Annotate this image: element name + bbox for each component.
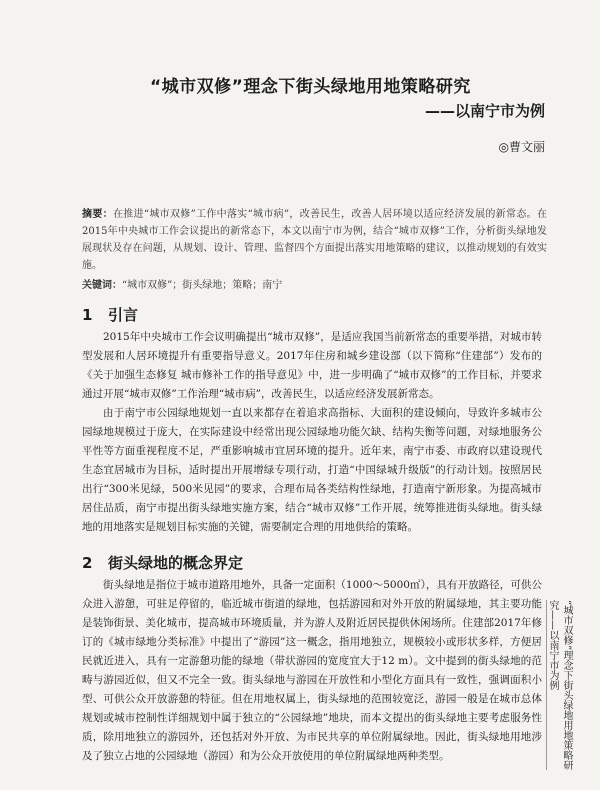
article-subtitle: ——以南宁市为例	[424, 102, 545, 120]
article-author: ◎曹文丽	[498, 140, 545, 154]
abstract-text: 在推进“城市双修”工作中落实“城市病”，改善民生，改善人居环境以适应经济发展的新常态。在2015年中央城市工作会议提出的新常态下，本文以南宁市为例，结合“城市双修”工作，分析街头绿地发展现状及存在问题，从规划、设计、管理、监督四个方面提出落实用地策略的建议，以推动规划的有效实施。	[82, 209, 547, 271]
section-1-heading	[82, 304, 138, 325]
section-2-title: 街头绿地的概念界定	[108, 554, 244, 572]
section-2-heading	[82, 552, 243, 573]
keywords-text: “城市双修”；街头绿地；策略；南宁	[122, 280, 283, 291]
keywords-block	[82, 276, 547, 291]
keywords-label: 关键词：	[82, 280, 122, 291]
running-title-sidebar: “城市双修”理念下街头绿地用地策略研究——以南宁市为例	[547, 600, 572, 771]
section-1-number: 1	[82, 306, 93, 324]
section-1-paragraph-1: 2015年中央城市工作会议明确提出“城市双修”，是适应我国当前新常态的重要举措，对城市转型发展和人居环境提升有重要指导意义。2017年住房和城乡建设部（以下简称“住建部”）发布的《关于加强生态修复 城市修补工作的指导意见》中，进一步明确了“城市双修”的工作目标，并要求通过开展“城市双修”工作治理“城市病”，改善民生，以适应经济发展新常态。	[82, 331, 542, 400]
section-2-number: 2	[82, 554, 93, 572]
section-2-paragraph-1: 街头绿地是指位于城市道路用地外，具备一定面积（1000～5000㎡），具有开放路径，可供公众进入游憩，可驻足停留的，临近城市街道的绿地，包括游园和对外开放的附属绿地，其主要功能是装饰街景、美化城市，提高城市环境质量，并为游人及附近居民提供休闲场所。住建部2017年修订的《城市绿地分类标准》中提出了“游园”这一概念，指用地独立，规模较小或形状多样，方便居民就近进入，具有一定游憩功能的绿地（带状游园的宽度宜大于12 m）。文中提到的街头绿地的范畴与游园近似，但又不完全一致。街头绿地与游园在开放性和小型化方面具有一致性，强调面积小型、可供公众开放游憩的特征。但在用地权属上，街头绿地的范围较宽泛，游园一般是在城市总体规划或城市控制性详细规划中属于独立的“公园绿地”地块，而本文提出的街头绿地主要考虑服务性质，除用地独立的游园外，还包括对外开放、为市民共享的单位附属绿地。因此，街头绿地用地涉及了独立占地的公园绿地（游园）和为公众开放使用的单位附属绿地两种类型。	[82, 579, 542, 762]
abstract-label: 摘要：	[82, 209, 113, 220]
section-1-title: 引言	[108, 306, 139, 324]
section-1-paragraph-2: 由于南宁市公园绿地规划一直以来都存在着追求高指标、大面积的建设倾向，导致许多城市公园绿地规模过于庞大，在实际建设中经常出现公园绿地功能欠缺、结构失衡等问题，对绿地服务公平性等方面重视程度不足，严重影响城市宜居环境的提升。近年来，南宁市委、市政府以建设现代生态宜居城市为目标，适时提出开展增绿专项行动，打造“中国绿城升级版”的行动计划。按照居民出行“300米见绿，500米见园”的要求，合理布局各类结构性绿地，打造南宁新形象。为提高城市居住品质，南宁市提出街头绿地实施方案，结合“城市双修”工作开展，统筹推进街头绿地。街头绿地的用地落实是规划目标实施的关键，需要制定合理的用地供给的策略。	[82, 407, 542, 533]
abstract-block	[82, 206, 547, 274]
article-title: “城市双修”理念下街头绿地用地策略研究	[150, 77, 471, 97]
